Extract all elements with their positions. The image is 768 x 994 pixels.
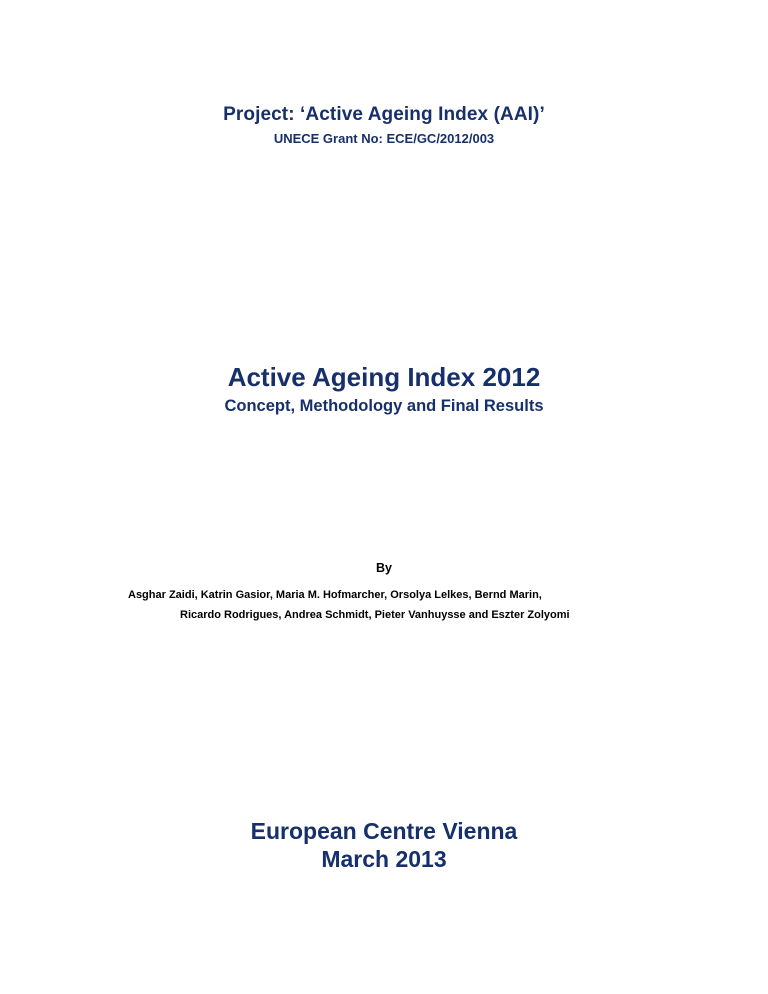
publication-date: March 2013: [321, 846, 447, 872]
authors-line-1: Asghar Zaidi, Katrin Gasior, Maria M. Hofmarcher, Orsolya Lelkes, Bernd Marin,: [128, 589, 542, 601]
document-subtitle: Concept, Methodology and Final Results: [224, 397, 544, 415]
organization-name: European Centre Vienna: [250, 818, 518, 844]
document-title: Active Ageing Index 2012: [227, 362, 541, 392]
grant-number: UNECE Grant No: ECE/GC/2012/003: [273, 131, 495, 146]
by-label: By: [376, 561, 392, 575]
project-title: Project: ‘Active Ageing Index (AAI)’: [223, 104, 545, 125]
authors-line-2: Ricardo Rodrigues, Andrea Schmidt, Pieter Vanhuysse and Eszter Zolyomi: [180, 609, 570, 621]
